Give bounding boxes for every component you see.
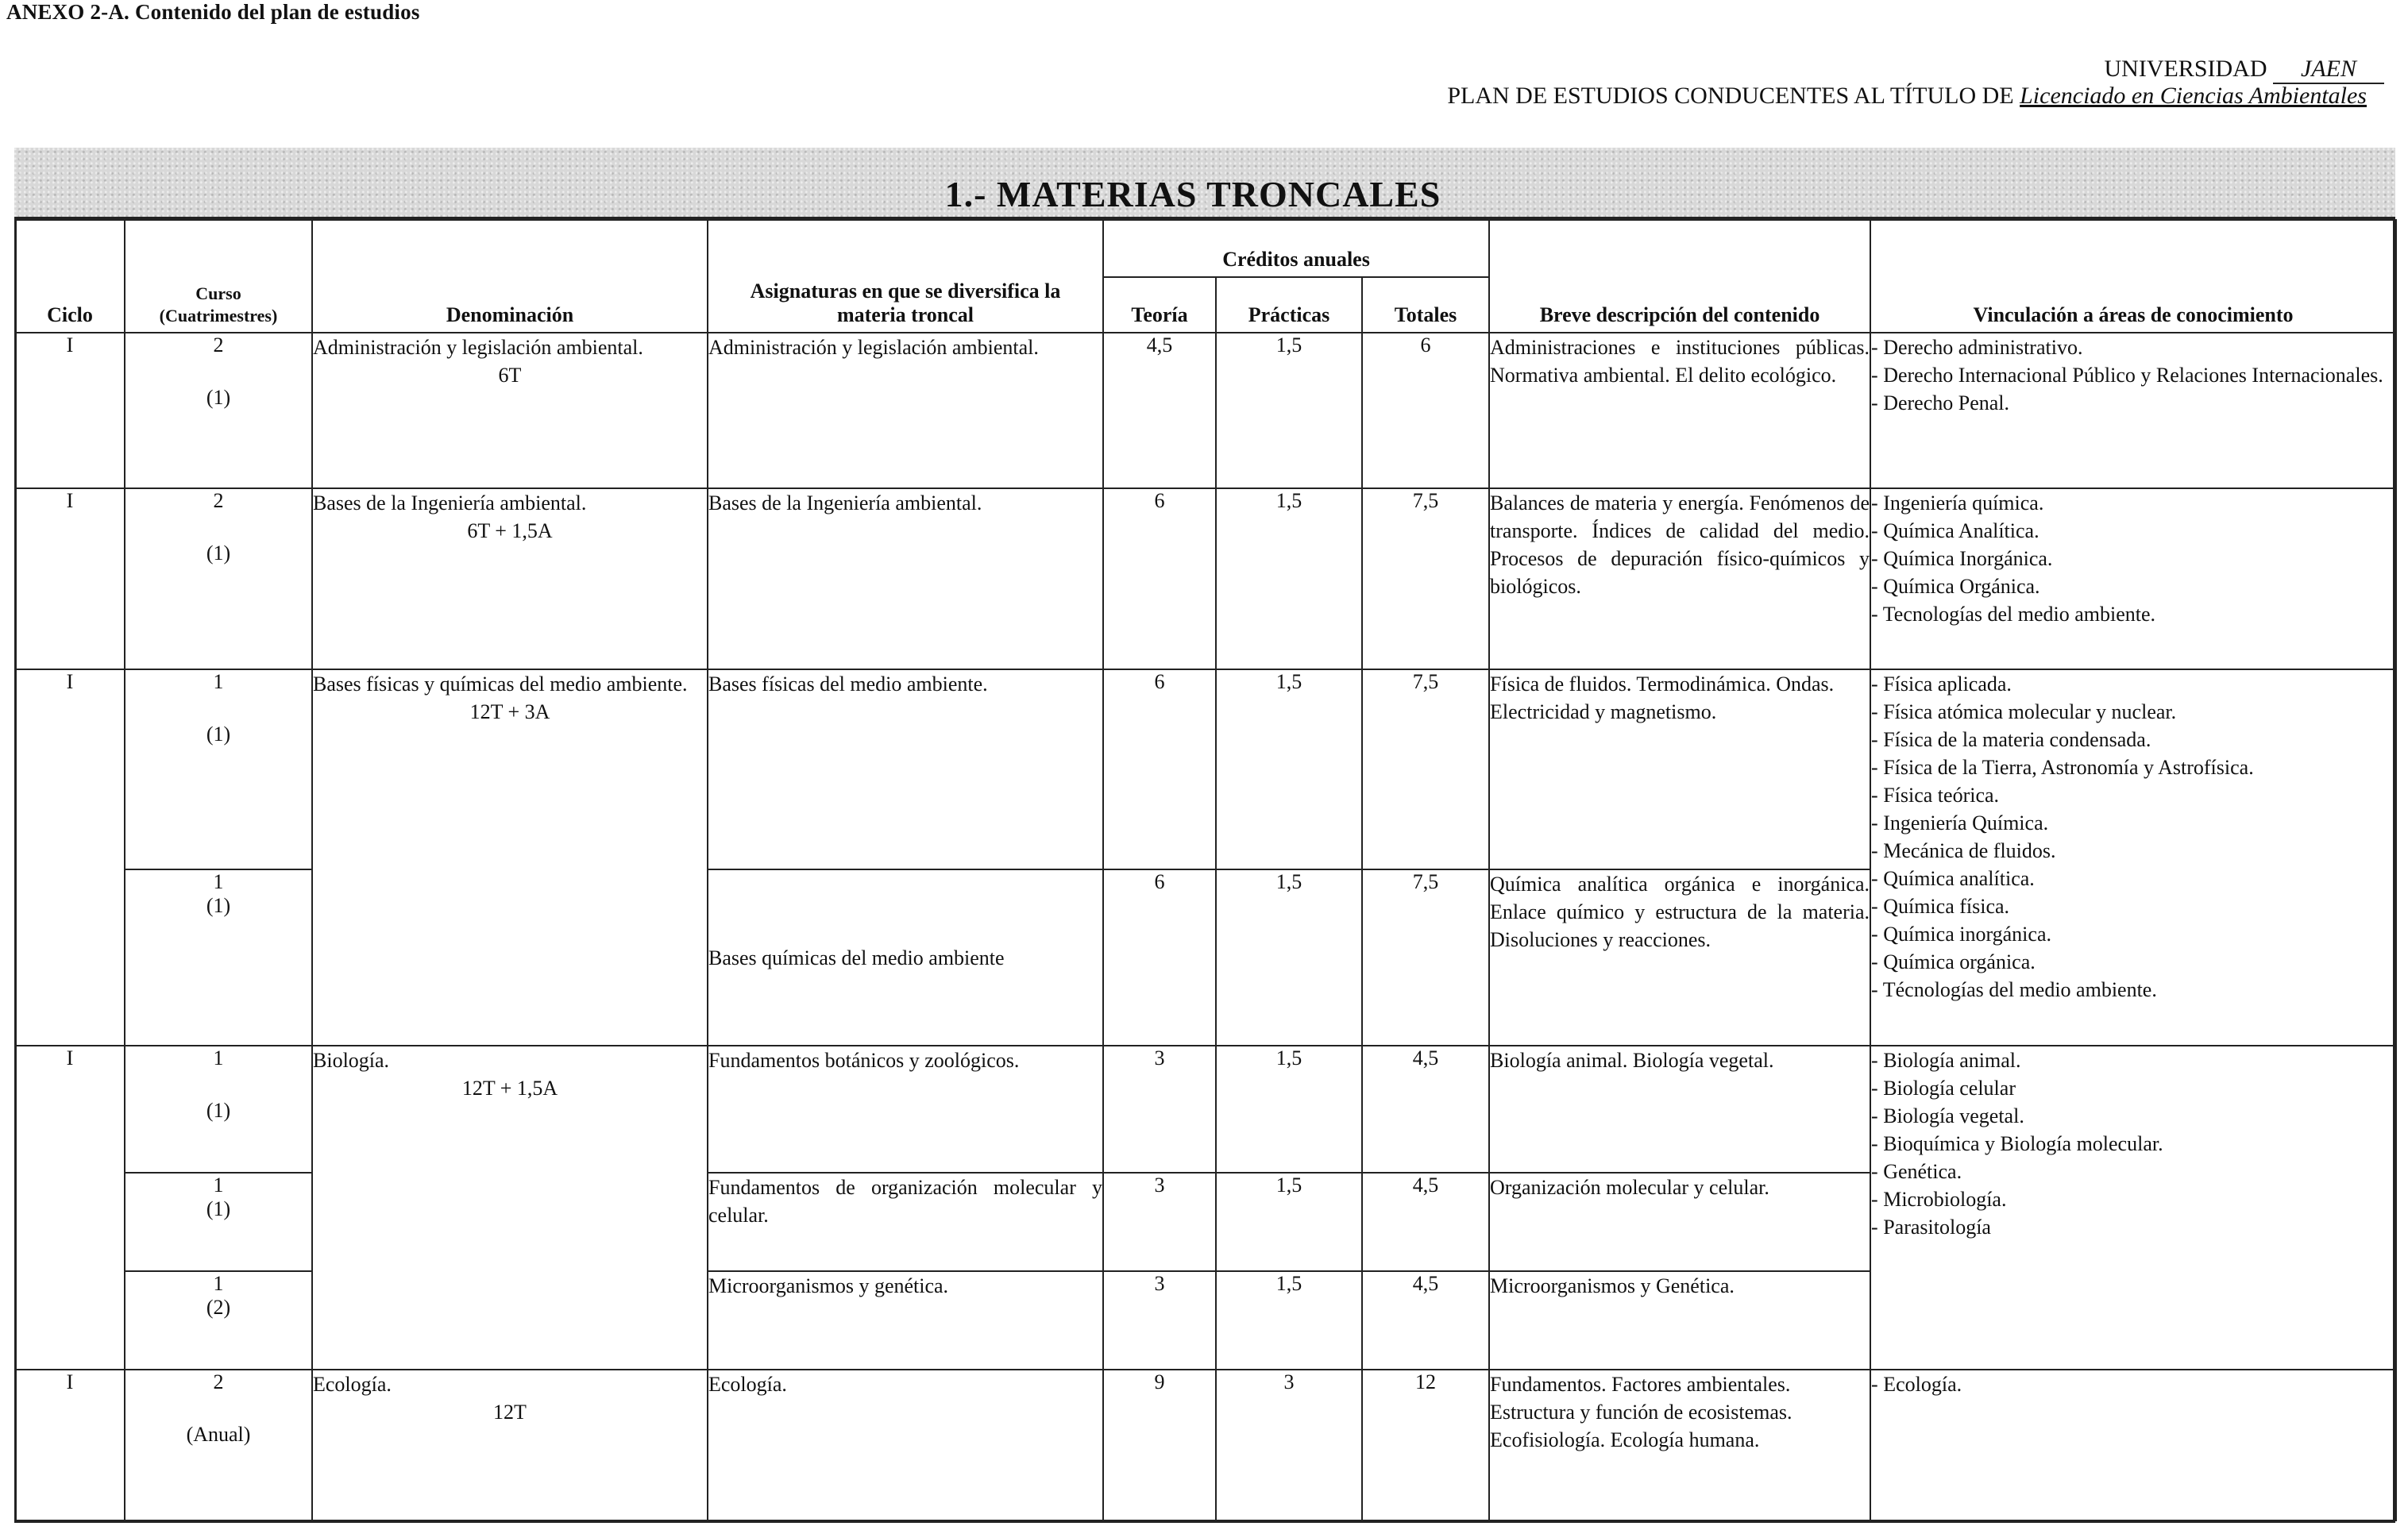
curso-cell bbox=[125, 1271, 312, 1370]
asignatura-cell: Bases físicas del medio ambiente. bbox=[708, 669, 1103, 869]
cuatrimestre-value: (1) bbox=[206, 723, 231, 746]
asignatura-cell: Fundamentos botánicos y zoológicos. bbox=[708, 1046, 1103, 1173]
teoria-cell: 3 bbox=[1103, 1271, 1216, 1370]
ciclo-cell: I bbox=[15, 1370, 125, 1520]
denominacion-text: Ecología. bbox=[313, 1373, 392, 1396]
denominacion-cell bbox=[312, 333, 708, 488]
university-label: UNIVERSIDAD bbox=[2104, 56, 2267, 82]
list-item: - Derecho administrativo. bbox=[1871, 333, 2395, 361]
denominacion-cell bbox=[312, 1370, 708, 1520]
list-item: - Química física. bbox=[1871, 892, 2395, 920]
list-item: - Física aplicada. bbox=[1871, 670, 2395, 698]
curso-value: 1 bbox=[213, 670, 224, 693]
curso-cell bbox=[125, 1370, 312, 1520]
curso-value: 1 bbox=[213, 870, 224, 893]
list-item: - Técnologías del medio ambiente. bbox=[1871, 976, 2395, 1004]
practicas-cell: 1,5 bbox=[1216, 869, 1362, 1046]
list-item: - Física teórica. bbox=[1871, 781, 2395, 809]
cuatrimestre-value: (Anual) bbox=[186, 1423, 251, 1446]
materia-creditos: 12T + 1,5A bbox=[461, 1077, 558, 1100]
university-value: JAEN bbox=[2273, 56, 2384, 84]
materia-creditos: 12T + 3A bbox=[469, 700, 550, 723]
materia-creditos: 6T bbox=[498, 364, 522, 387]
list-item: - Biología animal. bbox=[1871, 1046, 2395, 1074]
areas-list bbox=[1871, 1370, 2395, 1398]
list-item: - Ingeniería química. bbox=[1871, 489, 2395, 517]
curso-value: 1 bbox=[213, 1174, 224, 1197]
curso-cell bbox=[125, 669, 312, 869]
areas-cell bbox=[1870, 1046, 2396, 1370]
list-item: - Química Inorgánica. bbox=[1871, 545, 2395, 572]
table-row bbox=[15, 1046, 2396, 1173]
practicas-cell: 1,5 bbox=[1216, 1046, 1362, 1173]
ciclo-cell: I bbox=[15, 1046, 125, 1370]
ciclo-cell: I bbox=[15, 488, 125, 669]
annex-title: ANEXO 2-A. Contenido del plan de estudios bbox=[6, 0, 420, 24]
curso-cell bbox=[125, 1046, 312, 1173]
curso-cell bbox=[125, 488, 312, 669]
totales-cell: 7,5 bbox=[1362, 869, 1489, 1046]
descripcion-cell: Microorganismos y Genética. bbox=[1489, 1271, 1870, 1370]
list-item: - Bioquímica y Biología molecular. bbox=[1871, 1130, 2395, 1158]
totales-cell: 7,5 bbox=[1362, 488, 1489, 669]
list-item: - Biología vegetal. bbox=[1871, 1102, 2395, 1130]
list-item: - Genética. bbox=[1871, 1158, 2395, 1185]
denominacion-text: Bases de la Ingeniería ambiental. bbox=[313, 491, 587, 514]
table-row bbox=[15, 1370, 2396, 1520]
list-item: - Química Orgánica. bbox=[1871, 572, 2395, 600]
descripcion-cell: Balances de materia y energía. Fenómenos de transporte. Índices de calidad del medio. Procesos de depuración físico-químicos y biológicos. bbox=[1489, 488, 1870, 669]
asignatura-cell: Bases químicas del medio ambiente bbox=[708, 869, 1103, 1046]
ciclo-cell: I bbox=[15, 333, 125, 488]
denominacion-text: Administración y legislación ambiental. bbox=[313, 336, 643, 359]
degree-title: Licenciado en Ciencias Ambientales bbox=[2020, 83, 2367, 109]
teoria-cell: 3 bbox=[1103, 1046, 1216, 1173]
header-teoria: Teoría bbox=[1103, 277, 1216, 333]
plan-label: PLAN DE ESTUDIOS CONDUCENTES AL TÍTULO DE bbox=[1447, 83, 2014, 109]
areas-list bbox=[1871, 1046, 2395, 1241]
header-practicas: Prácticas bbox=[1216, 277, 1362, 333]
totales-cell: 4,5 bbox=[1362, 1271, 1489, 1370]
header-denominacion: Denominación bbox=[312, 220, 708, 333]
table-row bbox=[15, 488, 2396, 669]
plan-line bbox=[1447, 83, 2367, 110]
teoria-cell: 9 bbox=[1103, 1370, 1216, 1520]
materia-creditos: 12T bbox=[493, 1401, 527, 1424]
practicas-cell: 3 bbox=[1216, 1370, 1362, 1520]
materia-creditos: 6T + 1,5A bbox=[467, 519, 553, 542]
asignatura-cell: Microorganismos y genética. bbox=[708, 1271, 1103, 1370]
cuatrimestre-value: (1) bbox=[206, 1099, 231, 1122]
descripcion-cell: Organización molecular y celular. bbox=[1489, 1173, 1870, 1271]
ciclo-cell: I bbox=[15, 669, 125, 1046]
descripcion-cell: Química analítica orgánica e inorgánica. Enlace químico y estructura de la materia. Disoluciones y reacciones. bbox=[1489, 869, 1870, 1046]
header-curso bbox=[125, 220, 312, 333]
teoria-cell: 4,5 bbox=[1103, 333, 1216, 488]
denominacion-cell bbox=[312, 669, 708, 1046]
asignatura-cell: Administración y legislación ambiental. bbox=[708, 333, 1103, 488]
list-item: - Derecho Penal. bbox=[1871, 389, 2395, 417]
areas-list bbox=[1871, 333, 2395, 417]
header-vinculacion: Vinculación a áreas de conocimiento bbox=[1870, 220, 2396, 333]
cuatrimestre-value: (1) bbox=[206, 386, 231, 409]
list-item: - Química Analítica. bbox=[1871, 517, 2395, 545]
curso-cell bbox=[125, 1173, 312, 1271]
header-curso-sub: (Cuatrimestres) bbox=[159, 306, 278, 326]
totales-cell: 12 bbox=[1362, 1370, 1489, 1520]
list-item: - Biología celular bbox=[1871, 1074, 2395, 1102]
list-item: - Física de la materia condensada. bbox=[1871, 726, 2395, 753]
header-creditos: Créditos anuales bbox=[1103, 220, 1489, 277]
areas-cell bbox=[1870, 488, 2396, 669]
header-curso-label: Curso bbox=[195, 283, 241, 303]
totales-cell: 6 bbox=[1362, 333, 1489, 488]
list-item: - Derecho Internacional Público y Relaciones Internacionales. bbox=[1871, 361, 2395, 389]
descripcion-cell: Biología animal. Biología vegetal. bbox=[1489, 1046, 1870, 1173]
practicas-cell: 1,5 bbox=[1216, 1271, 1362, 1370]
list-item: - Química analítica. bbox=[1871, 865, 2395, 892]
list-item: - Física atómica molecular y nuclear. bbox=[1871, 698, 2395, 726]
descripcion-cell: Administraciones e instituciones públicas. Normativa ambiental. El delito ecológico. bbox=[1489, 333, 1870, 488]
areas-cell bbox=[1870, 1370, 2396, 1520]
practicas-cell: 1,5 bbox=[1216, 488, 1362, 669]
list-item: - Química orgánica. bbox=[1871, 948, 2395, 976]
curso-cell bbox=[125, 333, 312, 488]
study-plan-table bbox=[14, 219, 2397, 1521]
list-item: - Microbiología. bbox=[1871, 1185, 2395, 1213]
totales-cell: 4,5 bbox=[1362, 1173, 1489, 1271]
table-row bbox=[15, 669, 2396, 869]
list-item: - Ecología. bbox=[1871, 1370, 2395, 1398]
asignatura-cell: Ecología. bbox=[708, 1370, 1103, 1520]
curso-cell bbox=[125, 869, 312, 1046]
list-item: - Química inorgánica. bbox=[1871, 920, 2395, 948]
section-title: 1.- MATERIAS TRONCALES bbox=[944, 174, 1441, 214]
cuatrimestre-value: (1) bbox=[206, 541, 231, 565]
section-banner bbox=[14, 148, 2395, 219]
denominacion-cell bbox=[312, 488, 708, 669]
descripcion-cell: Fundamentos. Factores ambientales. Estructura y función de ecosistemas. Ecofisiología. Ecología humana. bbox=[1489, 1370, 1870, 1520]
cuatrimestre-value: (1) bbox=[206, 1197, 231, 1220]
areas-list bbox=[1871, 670, 2395, 1004]
teoria-cell: 6 bbox=[1103, 488, 1216, 669]
descripcion-cell: Física de fluidos. Termodinámica. Ondas. Electricidad y magnetismo. bbox=[1489, 669, 1870, 869]
teoria-cell: 6 bbox=[1103, 869, 1216, 1046]
practicas-cell: 1,5 bbox=[1216, 333, 1362, 488]
teoria-cell: 3 bbox=[1103, 1173, 1216, 1271]
denominacion-text: Bases físicas y químicas del medio ambiente. bbox=[313, 673, 688, 696]
practicas-cell: 1,5 bbox=[1216, 669, 1362, 869]
areas-list bbox=[1871, 489, 2395, 628]
areas-cell bbox=[1870, 669, 2396, 1046]
header-ciclo: Ciclo bbox=[15, 220, 125, 333]
table-row bbox=[15, 333, 2396, 488]
asignatura-cell: Fundamentos de organización molecular y celular. bbox=[708, 1173, 1103, 1271]
teoria-cell: 6 bbox=[1103, 669, 1216, 869]
header-asignaturas: Asignaturas en que se diversifica la materia troncal bbox=[708, 220, 1103, 333]
header-descripcion: Breve descripción del contenido bbox=[1489, 220, 1870, 333]
practicas-cell: 1,5 bbox=[1216, 1173, 1362, 1271]
list-item: - Mecánica de fluidos. bbox=[1871, 837, 2395, 865]
asignatura-cell: Bases de la Ingeniería ambiental. bbox=[708, 488, 1103, 669]
curso-value: 1 bbox=[213, 1046, 224, 1069]
university-line bbox=[2105, 56, 2385, 84]
areas-cell bbox=[1870, 333, 2396, 488]
cuatrimestre-value: (1) bbox=[206, 894, 231, 917]
curso-value: 1 bbox=[213, 1272, 224, 1295]
cuatrimestre-value: (2) bbox=[206, 1296, 231, 1319]
curso-value: 2 bbox=[213, 489, 224, 512]
list-item: - Física de la Tierra, Astronomía y Astrofísica. bbox=[1871, 753, 2395, 781]
list-item: - Ingeniería Química. bbox=[1871, 809, 2395, 837]
curso-value: 2 bbox=[213, 1370, 224, 1393]
denominacion-text: Biología. bbox=[313, 1049, 390, 1072]
totales-cell: 7,5 bbox=[1362, 669, 1489, 869]
totales-cell: 4,5 bbox=[1362, 1046, 1489, 1173]
denominacion-cell bbox=[312, 1046, 708, 1370]
list-item: - Tecnologías del medio ambiente. bbox=[1871, 600, 2395, 628]
header-totales: Totales bbox=[1362, 277, 1489, 333]
list-item: - Parasitología bbox=[1871, 1213, 2395, 1241]
curso-value: 2 bbox=[213, 333, 224, 356]
